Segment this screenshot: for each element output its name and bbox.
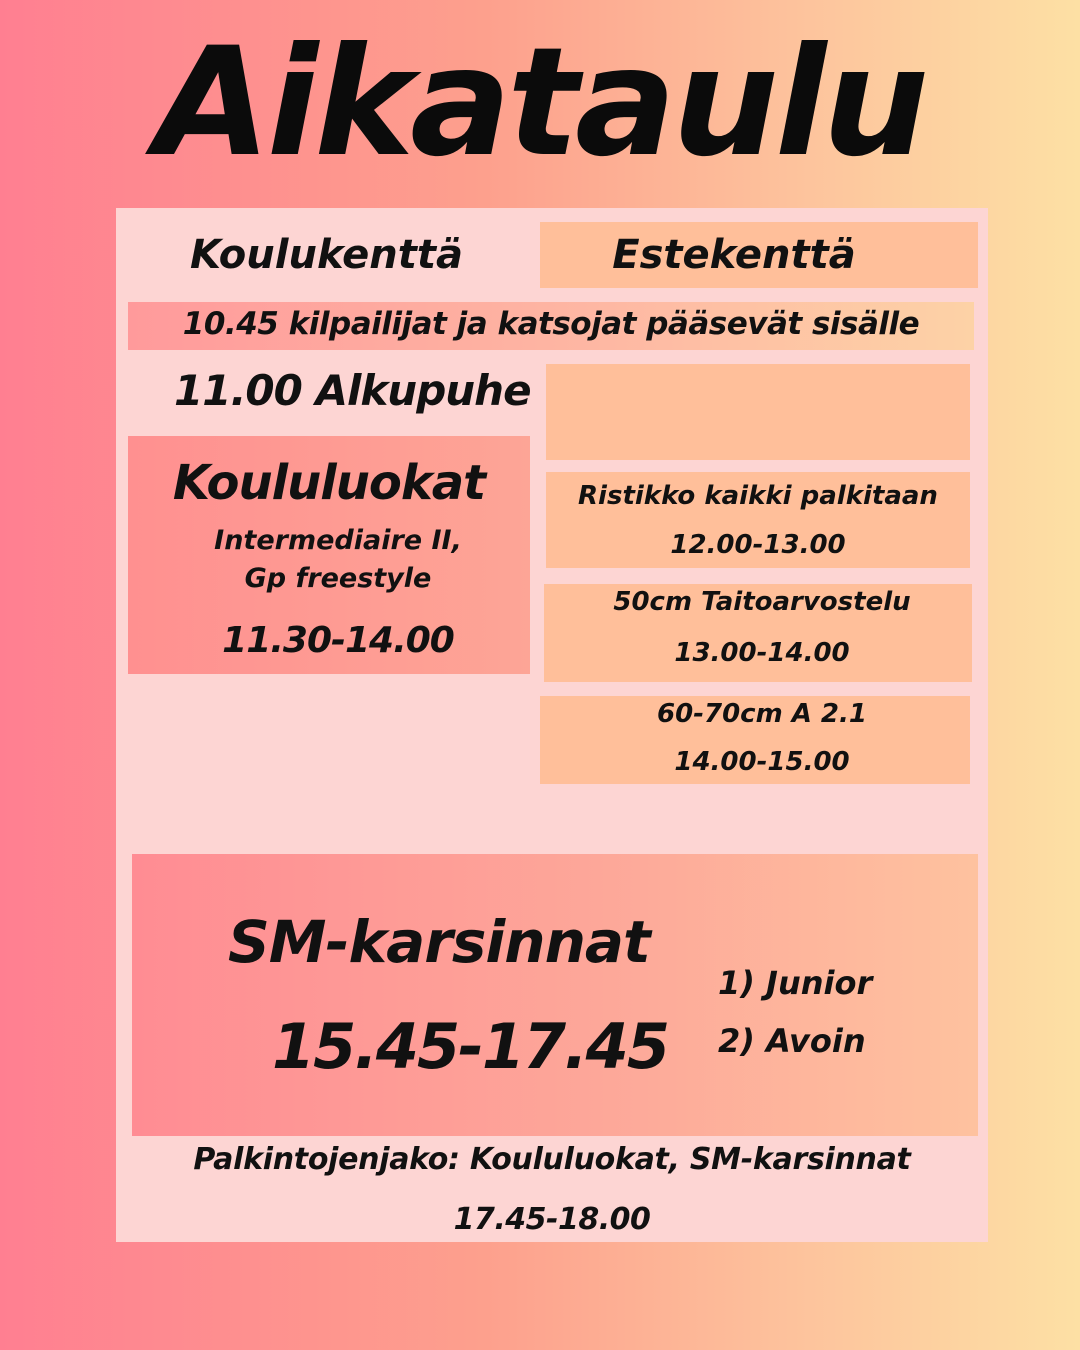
- header-jumping-arena: Estekenttä: [612, 232, 856, 278]
- jumping-event-time: 14.00-15.00: [674, 747, 850, 777]
- awards-time: 17.45-18.00: [453, 1202, 651, 1237]
- qualifiers-time: 15.45-17.45: [272, 1010, 668, 1083]
- opening-text: 10.45 kilpailijat ja katsojat pääsevät sisälle: [182, 306, 920, 342]
- qualifiers-groups: [718, 954, 872, 1070]
- jumping-event-time: 13.00-14.00: [674, 638, 850, 668]
- dressage-title: Koululuokat: [172, 455, 486, 511]
- dressage-classes: [128, 522, 548, 598]
- qualifier-group: 1) Junior: [718, 964, 873, 1002]
- dressage-time: 11.30-14.00: [222, 620, 454, 661]
- page-title: Aikataulu: [154, 16, 926, 190]
- jumping-event-name: Ristikko kaikki palkitaan: [578, 481, 938, 511]
- jumping-event-name: 50cm Taitoarvostelu: [613, 587, 911, 617]
- dressage-class-line-2: Gp freestyle: [244, 563, 432, 594]
- jumping-event-name: 60-70cm A 2.1: [657, 699, 867, 729]
- header-dressage-arena: Koulukenttä: [190, 232, 463, 278]
- dressage-class-line-1: Intermediaire II,: [214, 525, 462, 556]
- qualifiers-title: SM-karsinnat: [228, 908, 650, 976]
- awards-text: Palkintojenjako: Koululuokat, SM-karsinnat: [193, 1142, 911, 1177]
- empty-slot-box: [546, 364, 970, 460]
- qualifier-group: 2) Avoin: [718, 1022, 866, 1060]
- jumping-event-time: 12.00-13.00: [670, 530, 846, 560]
- opening-speech: 11.00 Alkupuhe: [174, 366, 531, 415]
